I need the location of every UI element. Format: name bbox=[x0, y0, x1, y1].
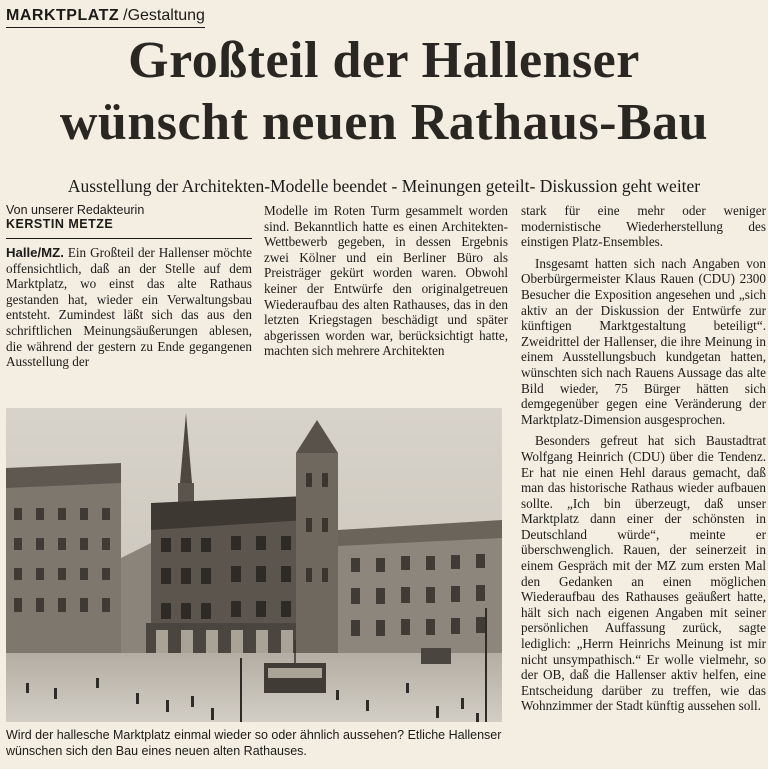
photo-illustration bbox=[6, 408, 502, 722]
article-column-1 bbox=[6, 245, 252, 370]
kicker-section: MARKTPLATZ bbox=[6, 7, 120, 24]
kicker-topic: /Gestaltung bbox=[123, 7, 205, 24]
byline-intro: Von unserer Redakteurin bbox=[6, 203, 145, 217]
column-1-text: Ein Großteil der Hallenser möchte offensichtlich, daß an der Stelle auf dem Marktplatz, wo einst das alte Rathaus gestanden hat, wieder ein Verwaltungsbau entsteht. Zumindest läßt sich das aus den schriftlichen Meinungsäußerungen ablesen, die während der gestern zu Ende gegangenen Ausstellung der bbox=[6, 245, 252, 370]
column-2-text: Modelle im Roten Turm gesammelt worden sind. Bekanntlich hatte es einen Architekten-Wettbewerb gegeben, in dessen Ergebnis zwei Kölner und ein Berliner Büro als Preisträger gekürt worden waren. Obwohl keiner der Entwürfe den originalgetreuen Wiederaufbau des alten Rathauses, das in den letzten Kriegstagen beschädigt und später abgerissen worden war, berücksichtigt hatte, machten sich mehrere Architekten bbox=[264, 203, 508, 359]
column-3-paragraph-2: Insgesamt hatten sich nach Angaben von Oberbürgermeister Klaus Rauen (CDU) 2300 Besucher die Exposition angesehen und „sich aktiv an der Diskussion der Entwürfe zur künftigen Marktgestaltung beteiligt“. Zweidrittel der Hallenser, die ihre Meinung in einem Ausstellungsbuch kundgetan hatten, wünschten sich nach Rauens Aussage das alte Bild wieder, 75 Bürger hätten sich demgegenüber gegen eine Veränderung der Marktplatz-Dimension ausgesprochen. bbox=[521, 255, 766, 427]
headline-line-2: wünscht neuen Rathaus-Bau bbox=[59, 94, 709, 151]
byline-divider bbox=[6, 238, 252, 239]
article-column-3 bbox=[521, 203, 766, 714]
column-3-paragraph-1: stark für eine mehr oder weniger modernistische Wiederherstellung des einstigen Platz-Ensembles. bbox=[521, 203, 766, 250]
headline-line-1: Großteil der Hallenser bbox=[128, 32, 640, 89]
subheadline: Ausstellung der Architekten-Modelle beendet - Meinungen geteilt- Diskussion geht weiter bbox=[67, 176, 701, 196]
photo-caption: Wird der hallesche Marktplatz einmal wieder so oder ähnlich aussehen? Etliche Hallenser wünschen sich den Bau eines neuen alten Rathauses. bbox=[6, 728, 502, 758]
article-column-2 bbox=[264, 203, 508, 359]
column-1-paragraph bbox=[6, 245, 252, 370]
dateline: Halle/MZ. bbox=[6, 245, 64, 260]
headline bbox=[0, 30, 768, 154]
column-3-paragraph-3: Besonders gefreut hat sich Baustadtrat Wolfgang Heinrich (CDU) über die Tendenz. Er hat nie einen Hehl daraus gemacht, daß man das historische Rathaus wieder aufbauen sollte. „Ich bin überzeugt, daß unser Marktplatz dann einer der schönsten in Deutschland würde“, meinte er überschwenglich. Rauen, der seinerzeit in einem Gespräch mit der MZ zum ersten Mal den Gedanken an einen möglichen Wiederaufbau des Rathauses geäußert hatte, hält sich nach eigenen Angaben mit seiner persönlichen Auffassung zurück, sagte lediglich: „Herrn Heinrichs Meinung ist mir nicht unsympathisch.“ Er wolle vielmehr, so der OB, daß die Hallenser aktiv helfen, eine Entscheidung darüber zu treffen, wie das Wohnzimmer der Stadt künftig aussehen soll. bbox=[521, 433, 766, 714]
byline-author: KERSTIN METZE bbox=[6, 217, 114, 231]
historic-marketplace-photo bbox=[6, 408, 502, 722]
section-kicker bbox=[6, 6, 205, 28]
